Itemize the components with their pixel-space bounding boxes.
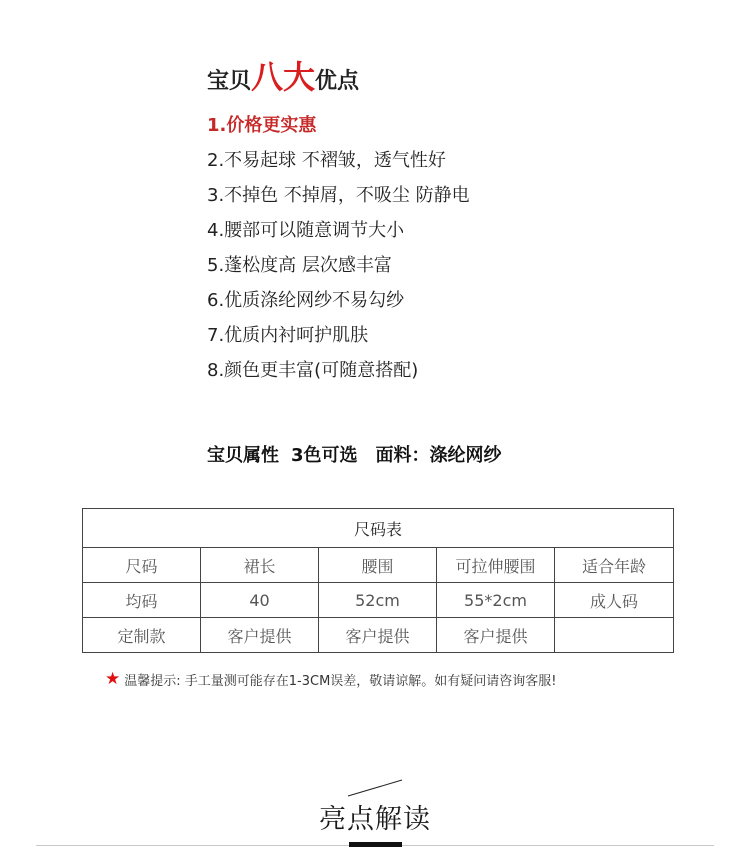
table-cell: 40 [201, 583, 319, 618]
table-cell: 52cm [319, 583, 437, 618]
table-header-row [83, 548, 674, 583]
feature-item: 4.腰部可以随意调节大小 [207, 220, 405, 241]
table-header-cell: 裙长 [201, 548, 319, 583]
section-title: 亮点解读 [319, 804, 431, 835]
heading-prefix: 宝贝 [207, 69, 252, 94]
feature-item: 8.颜色更丰富(可随意搭配) [207, 360, 419, 381]
advantages-heading [207, 52, 359, 96]
table-cell: 成人码 [555, 583, 674, 618]
table-cell [555, 618, 674, 653]
attributes-fabric: 面料：涤纶网纱 [375, 445, 502, 466]
size-table [82, 508, 674, 653]
attributes-label: 宝贝属性 [207, 445, 279, 466]
heading-suffix: 优点 [315, 69, 360, 94]
divider-accent [349, 842, 402, 847]
table-header-cell: 可拉伸腰围 [437, 548, 555, 583]
feature-item: 1.价格更实惠 [207, 115, 317, 136]
heading-emphasis: 八大 [251, 58, 316, 96]
table-row [83, 618, 674, 653]
size-table-caption: 尺码表 [83, 509, 674, 548]
table-cell: 客户提供 [201, 618, 319, 653]
table-cell: 客户提供 [319, 618, 437, 653]
table-caption-row [83, 509, 674, 548]
tip-notice [105, 670, 557, 689]
feature-item: 7.优质内衬呵护肌肤 [207, 325, 369, 346]
table-row [83, 583, 674, 618]
feature-item: 2.不易起球 不褶皱，透气性好 [207, 150, 446, 171]
table-header-cell: 腰围 [319, 548, 437, 583]
decorative-slash [346, 778, 404, 798]
tip-text: 温馨提示: 手工量测可能存在1-3CM误差，敬请谅解。如有疑问请咨询客服! [124, 674, 557, 689]
table-cell: 客户提供 [437, 618, 555, 653]
feature-item: 5.蓬松度高 层次感丰富 [207, 255, 392, 276]
table-header-cell: 尺码 [83, 548, 201, 583]
table-cell: 55*2cm [437, 583, 555, 618]
table-header-cell: 适合年龄 [555, 548, 674, 583]
feature-item: 3.不掉色 不掉屑，不吸尘 防静电 [207, 185, 470, 206]
star-icon: ★ [105, 669, 121, 689]
product-attributes [207, 441, 502, 467]
features-list [207, 108, 470, 388]
feature-item: 6.优质涤纶网纱不易勾纱 [207, 290, 405, 311]
table-cell: 定制款 [83, 618, 201, 653]
table-cell: 均码 [83, 583, 201, 618]
attributes-colors: 3色可选 [291, 445, 358, 466]
